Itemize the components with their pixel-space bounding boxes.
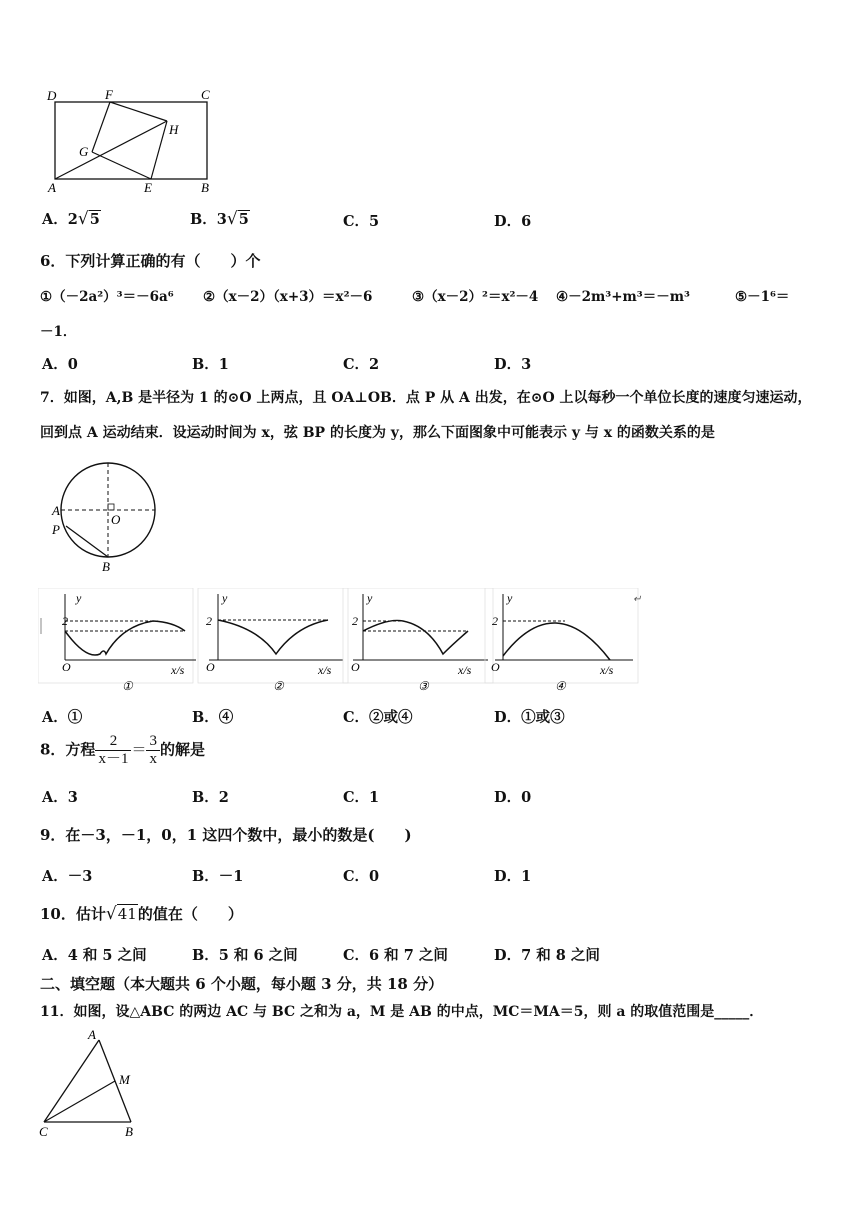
option-text: 6: [521, 213, 532, 230]
q6-item-4: ④－2m³+m³＝－m³: [556, 289, 690, 305]
label-a: A: [88, 1028, 96, 1042]
label-a: A: [52, 503, 60, 518]
axis-origin: O: [206, 660, 215, 674]
q8-stem: [40, 733, 205, 768]
q10-option-d[interactable]: D．7 和 8 之间: [494, 947, 600, 964]
q9-option-b[interactable]: B．－1: [192, 868, 244, 885]
axis-x: x/s: [171, 663, 185, 677]
tick-2: 2: [492, 614, 498, 628]
axis-origin: O: [351, 660, 360, 674]
fraction-right: [146, 733, 160, 768]
axis-y: y: [367, 591, 373, 605]
option-coefficient: 3: [216, 211, 227, 228]
axis-origin: O: [491, 660, 500, 674]
option-letter: C．: [343, 213, 370, 230]
q7-option-a[interactable]: A．①: [42, 709, 83, 726]
numerator: 3: [146, 733, 160, 751]
denominator: x－1: [98, 751, 129, 767]
q9-option-d[interactable]: D．1: [494, 868, 532, 885]
graph-1: [38, 588, 196, 693]
q8-option-b[interactable]: B．2: [192, 789, 229, 806]
q6-item-5: ⑤－1⁶＝: [735, 289, 790, 305]
sqrt-sign: √: [105, 904, 117, 924]
graph-number: ④: [555, 679, 566, 693]
axis-y: y: [222, 591, 228, 605]
label-d: D: [47, 88, 57, 103]
q7-option-b[interactable]: B．④: [192, 709, 234, 726]
tick-2: 2: [352, 614, 358, 628]
option-text: 5: [369, 213, 380, 230]
circle-figure: [40, 458, 170, 576]
option-letter: A．: [42, 211, 68, 228]
radicand: 41: [117, 905, 137, 923]
q9-stem: 9．在－3，－1，0，1 这四个数中，最小的数是( ): [40, 826, 412, 844]
q6-option-c[interactable]: C．2: [343, 356, 380, 373]
sqrt-sign: √: [77, 209, 89, 229]
q6-item-2: ②（x－2）（x+3）＝x²－6: [203, 289, 373, 305]
q10-option-a[interactable]: A．4 和 5 之间: [42, 947, 147, 964]
section-heading: 二、填空题（本大题共 6 个小题，每小题 3 分，共 18 分）: [40, 975, 444, 993]
graph-3: [343, 588, 493, 693]
equals-sign: ＝: [131, 740, 147, 759]
label-e: E: [144, 180, 152, 195]
axis-x: x/s: [458, 663, 472, 677]
q5-option-b[interactable]: [190, 208, 250, 229]
q7-stem-line2: 回到点 A 运动结束．设运动时间为 x，弦 BP 的长度为 y，那么下面图象中可能表示 y 与 x 的函数关系的是: [40, 425, 715, 441]
q6-option-a[interactable]: A．0: [42, 356, 78, 373]
q8-option-c[interactable]: C．1: [343, 789, 380, 806]
graph-number: ②: [273, 679, 284, 693]
q10-option-b[interactable]: B．5 和 6 之间: [192, 947, 298, 964]
q7-stem-line1: 7．如图，A,B 是半径为 1 的⊙O 上两点，且 OA⊥OB．点 P 从 A 出发，在⊙O 上以每秒一个单位长度的速度匀速运动，: [40, 390, 812, 406]
q6-item-1: ①（－2a²）³＝－6a⁶: [40, 289, 174, 305]
label-a: A: [48, 180, 56, 195]
q10-suffix: 的值在（ ）: [137, 905, 243, 923]
sqrt-sign: √: [226, 209, 238, 229]
q11-stem: 11．如图，设△ABC 的两边 AC 与 BC 之和为 a，M 是 AB 的中点，MC＝MA＝5，则 a 的取值范围是_____．: [40, 1004, 764, 1020]
option-coefficient: 2: [67, 211, 78, 228]
radicand: 5: [238, 211, 249, 228]
graph-number: ③: [418, 679, 429, 693]
q10-prefix: 10．估计: [40, 905, 106, 923]
triangle-figure: [36, 1028, 146, 1143]
radicand: 5: [89, 211, 100, 228]
q8-prefix: 8．方程: [40, 740, 96, 759]
axis-y: y: [76, 591, 82, 605]
label-b: B: [125, 1124, 133, 1139]
label-o: O: [111, 512, 121, 527]
q10-stem: [40, 903, 243, 924]
label-c: C: [201, 87, 210, 102]
q6-option-b[interactable]: B．1: [192, 356, 229, 373]
graph-number: ①: [122, 679, 133, 693]
q9-option-a[interactable]: A．－3: [42, 868, 93, 885]
tick-2: 2: [62, 614, 68, 628]
denominator: x: [149, 751, 157, 767]
rectangle-figure: [40, 84, 230, 199]
q6-item-3: ③（x－2）²＝x²－4: [412, 289, 539, 305]
q6-item-5-cont: －1．: [40, 324, 77, 340]
q9-option-c[interactable]: C．0: [343, 868, 380, 885]
numerator: 2: [95, 733, 131, 751]
label-b: B: [201, 180, 209, 195]
return-mark: ↵: [633, 594, 642, 605]
label-c: C: [39, 1124, 48, 1139]
q6-stem: 6．下列计算正确的有（ ）个: [40, 252, 261, 270]
q10-option-c[interactable]: C．6 和 7 之间: [343, 947, 448, 964]
axis-y: y: [507, 591, 513, 605]
label-f: F: [105, 87, 113, 102]
q6-option-d[interactable]: D．3: [494, 356, 532, 373]
label-p: P: [52, 522, 60, 537]
label-g: G: [79, 144, 89, 159]
axis-x: x/s: [600, 663, 614, 677]
fraction-left: [95, 733, 131, 768]
axis-x: x/s: [318, 663, 332, 677]
graph-4: [485, 588, 638, 693]
q5-option-a[interactable]: [42, 208, 101, 229]
axis-origin: O: [62, 660, 71, 674]
label-h: H: [169, 122, 179, 137]
option-letter: D．: [494, 213, 522, 230]
label-b: B: [102, 559, 110, 574]
q5-option-d[interactable]: [494, 210, 531, 231]
tick-2: 2: [206, 614, 212, 628]
q5-option-c[interactable]: [343, 210, 379, 231]
q8-option-d[interactable]: D．0: [494, 789, 532, 806]
graphs-row: [38, 588, 658, 698]
q8-suffix: 的解是: [159, 740, 205, 759]
label-m: M: [119, 1072, 130, 1087]
q7-option-c[interactable]: C．②或④: [343, 709, 413, 726]
q7-option-d[interactable]: D．①或③: [494, 709, 565, 726]
q8-option-a[interactable]: A．3: [42, 789, 78, 806]
graph-2: [198, 588, 348, 693]
option-letter: B．: [190, 211, 217, 228]
